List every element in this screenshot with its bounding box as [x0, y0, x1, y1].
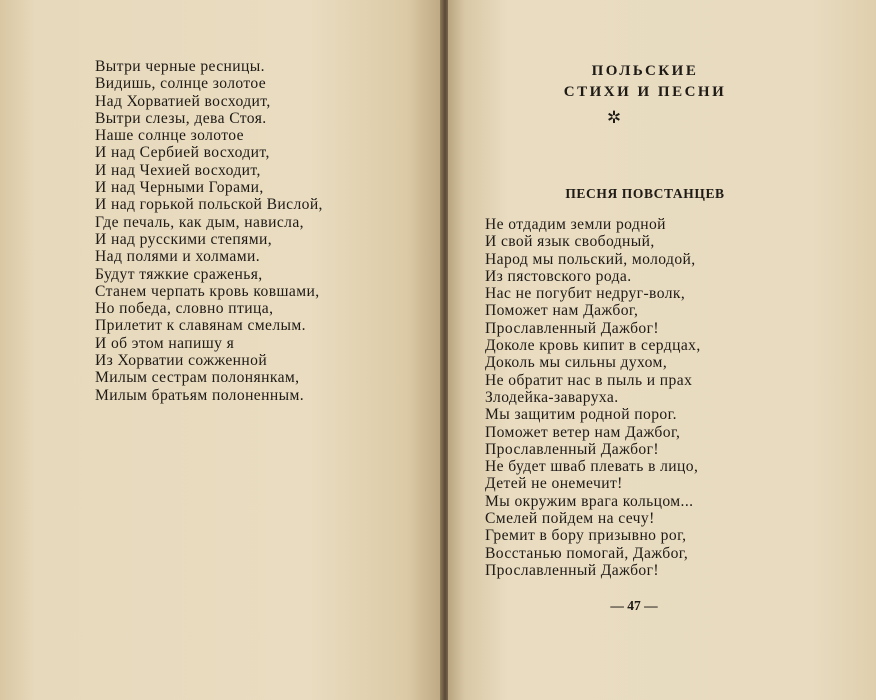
verse-line: Вытри черные ресницы. [95, 58, 265, 75]
verse-line: Гремит в бору призывно рог, [485, 527, 687, 545]
verse-line: И над русскими степями, [95, 230, 273, 248]
right-poem-text [485, 216, 701, 579]
verse-line: И об этом напишу я [95, 334, 235, 352]
verse-line: Но победа, словно птица, [95, 300, 274, 318]
verse-line: Поможет ветер нам Дажбог, [485, 423, 681, 441]
verse-line: И над Сербией восходит, [95, 144, 270, 162]
verse-line: Злодейка-заваруха. [485, 388, 619, 406]
verse-line: Из пястовского рода. [485, 267, 632, 285]
verse-line: Будут тяжкие сраженья, [95, 265, 263, 283]
verse-line: Милым сестрам полонянкам, [95, 369, 300, 387]
verse-line: Вытри слезы, дева Стоя. [95, 109, 267, 127]
verse-line: Народ мы польский, молодой, [485, 250, 696, 268]
verse-line: Наше солнце золотое [95, 127, 244, 145]
verse-line: Доколе кровь кипит в сердцах, [485, 337, 701, 355]
verse-line: Прославленный Дажбог! [485, 561, 659, 579]
verse-line: Над полями и холмами. [95, 248, 261, 266]
verse-line: Из Хорватии сожженной [95, 352, 268, 370]
poem-title: ПЕСНЯ ПОВСТАНЦЕВ [565, 186, 725, 201]
verse-line: Милым братьям полоненным. [95, 386, 305, 404]
verse-line: Видишь, солнце золотое [95, 75, 267, 93]
verse-line: Поможет нам Дажбог, [485, 302, 639, 320]
verse-line: Прославленный Дажбог! [485, 440, 659, 458]
verse-line: Не отдадим земли родной [485, 216, 666, 233]
verse-line: Не обратит нас в пыль и прах [485, 371, 693, 389]
verse-line: Детей не онемечит! [485, 475, 623, 493]
section-title-line-2: СТИХИ И ПЕСНИ [563, 84, 727, 100]
section-title-line-1: ПОЛЬСКИЕ [591, 63, 699, 79]
verse-line: Смелей пойдем на сечу! [485, 510, 655, 528]
verse-line: И свой язык свободный, [485, 233, 655, 251]
verse-line: Прилетит к славянам смелым. [95, 317, 306, 335]
asterisk-ornament-icon: ✲ [606, 108, 622, 127]
page-number: — 47 — [610, 598, 658, 613]
verse-line: Мы защитим родной порог. [485, 406, 677, 424]
verse-line: И над Чехией восходит, [95, 161, 261, 179]
verse-line: И над горькой польской Вислой, [95, 196, 323, 214]
verse-line: Доколь мы сильны духом, [485, 354, 668, 372]
verse-line: Где печаль, как дым, нависла, [95, 213, 304, 231]
verse-line: Мы окружим врага кольцом... [485, 492, 694, 510]
verse-line: Прославленный Дажбог! [485, 319, 659, 337]
left-poem-text [95, 58, 323, 404]
verse-line: Станем черпать кровь ковшами, [95, 282, 320, 300]
verse-line: Нас не погубит недруг-волк, [485, 285, 686, 303]
verse-line: Восстанью помогай, Дажбог, [485, 544, 689, 562]
verse-line: Над Хорватией восходит, [95, 92, 271, 110]
verse-line: И над Черными Горами, [95, 179, 264, 197]
verse-line: Не будет шваб плевать в лицо, [485, 458, 699, 476]
